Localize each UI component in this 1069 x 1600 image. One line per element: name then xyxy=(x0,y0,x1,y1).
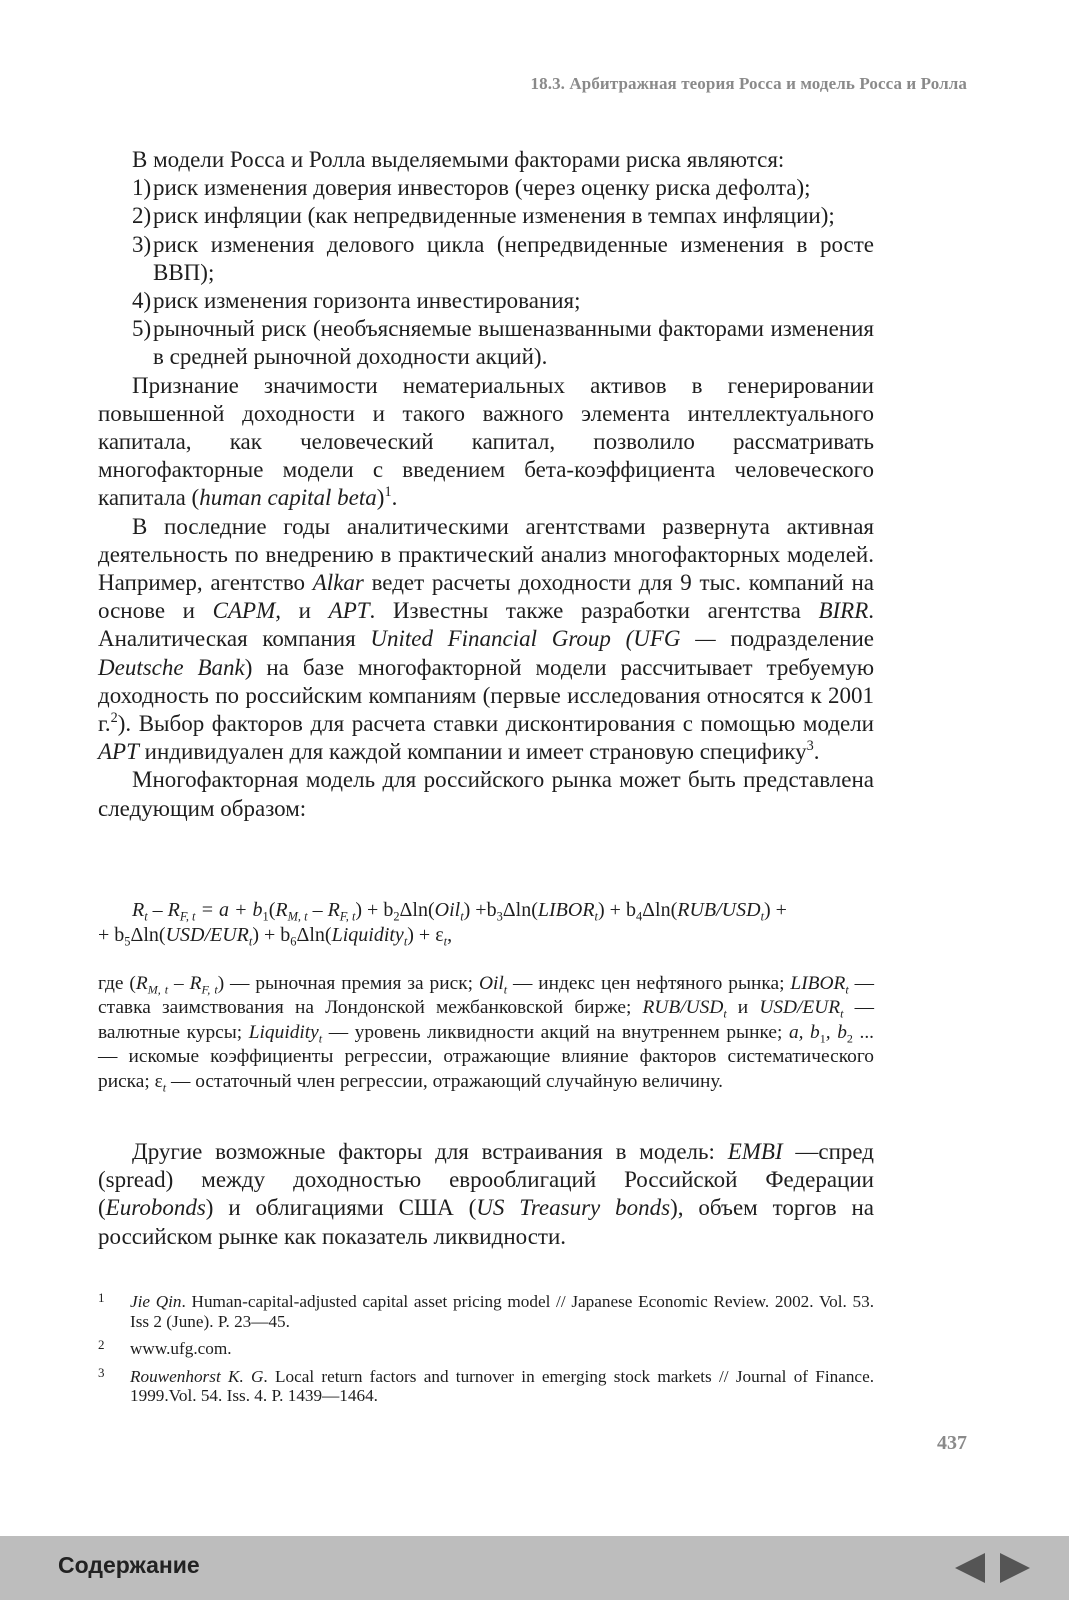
list-number: 2) xyxy=(132,203,152,229)
list-item xyxy=(98,202,874,230)
list-item xyxy=(98,287,874,315)
main-text xyxy=(98,146,874,823)
paragraph-agencies: В последние годы аналитическими агентствами развернута активная деятельность по внедрению в практический анализ многофакторных моделей. Например, агентство Alkar ведет расчеты доходности для 9 тыс. компаний на основе и CAPM, и APT. Известны также разработки агентства BIRR. Аналитическая компания United Financial Group (UFG — подразделение Deutsche Bank) на базе многофакторной модели рассчитывает требуемую доходность по российским компаниям (первые исследования относятся к 2001 г.$^2$). Выбор факторов для расчета ставки дисконтирования с помощью модели APT индивидуален для каждой компании и имеет страновую специфику$^3$. xyxy=(98,513,875,765)
list-item-text: рыночный риск (необъясняемые вышеназванными факторами изменения в средней рыночной доходности акций). xyxy=(153,316,874,370)
paragraph-model: Многофакторная модель для российского рынка может быть представлена следующим образом: xyxy=(98,767,874,821)
list-item-text: риск инфляции (как непредвиденные изменения в темпах инфляции); xyxy=(153,203,835,229)
paragraph-human-capital: Признание значимости нематериальных активов в генерировании повышенной доходности и такого важного элемента интеллектуального капитала, как человеческий капитал, позволило рассматривать многофакторные модели с введением бета-коэффициента человеческого капитала (human capital beta)$^1$. xyxy=(98,372,874,511)
list-number: 1) xyxy=(132,175,152,201)
regression-formula: $R_t - R_{F, t} = a + b_1(R_{M, t} - R_{F, t}) + b_2\Delta\ln(Oil_t)$ $+b_3\Delta\ln(LIBOR_t) + b_4\Delta\ln(RUB/USD_t)$ + + $b_5\Delta\ln(USD/EUR_t)$ + $b_6\Delta\ln(Liquidity_t) + \varepsilon_t$, xyxy=(98,899,787,949)
list-item xyxy=(98,315,874,371)
list-item-text: риск изменения делового цикла (непредвиденные изменения в росте ВВП); xyxy=(153,231,874,285)
term-human-capital-beta: human capital beta xyxy=(199,485,377,511)
footnote: 3 Rouwenhorst K. G. Local return factors and turnover in emerging stock markets // Journal of Finance. 1999.Vol. 54. Iss. 4. P. 1439—1464. xyxy=(98,1364,874,1405)
next-page-arrow-icon[interactable] xyxy=(1000,1553,1030,1583)
list-item-text: риск изменения доверия инвесторов (через оценку риска дефолта); xyxy=(153,175,811,201)
footnote-number: 2 xyxy=(98,1337,105,1352)
bottom-navigation-bar xyxy=(0,1536,1069,1600)
footnote-ref: 3 xyxy=(806,738,814,755)
list-item xyxy=(98,231,874,287)
risk-factor-list xyxy=(98,174,874,371)
main-text-2 xyxy=(98,1138,874,1251)
footnotes xyxy=(98,1292,874,1414)
footnote: 1 Jie Qin. Human-capital-adjusted capital asset pricing model // Japanese Economic Review. 2002. Vol. 53. Iss 2 (June). P. 23—45. xyxy=(98,1290,874,1331)
list-number: 5) xyxy=(132,316,152,342)
list-number: 4) xyxy=(132,288,152,314)
footnote-number: 1 xyxy=(98,1290,105,1305)
footnote-ref: 2 xyxy=(110,710,118,727)
list-item xyxy=(98,174,874,202)
list-number: 3) xyxy=(132,231,152,257)
footnote: 2 www.ufg.com. xyxy=(98,1337,232,1358)
page-number: 437 xyxy=(937,1432,967,1454)
running-header: 18.3. Арбитражная теория Росса и модель Росса и Ролла xyxy=(530,74,967,93)
footnote-number: 3 xyxy=(98,1364,105,1380)
list-item-text: риск изменения горизонта инвестирования; xyxy=(153,288,581,314)
footnote-ref: 1 xyxy=(384,484,392,501)
contents-link[interactable]: Содержание xyxy=(58,1552,200,1578)
previous-page-arrow-icon[interactable] xyxy=(955,1553,985,1583)
formula-explanation: где $(R_{M, t} - R_{F, t})$ — рыночная премия за риск; Oil$_t$ — индекс цен нефтяного рынка; $LIBOR_t$ — ставка заимствования на Лондонской межбанковской бирже; RUB/$USD_t$ и USD/$EUR_t$ — валютные курсы; Liquidity$_t$ — уровень ликвидности акций на внутреннем рынке; a, $b_1$, $b_2$ ... — искомые коэффициенты регрессии, отражающие влияние факторов систематического риска; $\varepsilon_t$ — остаточный член регрессии, отражающий случайную величину. xyxy=(98,973,875,1095)
list-intro: В модели Росса и Ролла выделяемыми факторами риска являются: xyxy=(132,147,785,172)
paragraph-other-factors: Другие возможные факторы для встраивания в модель: EMBI —спред (spread) между доходностью еврооблигаций Российской Федерации (Eurobonds) и облигациями США (US Treasury bonds), объем торгов на российском рынке как показатель ликвидности. xyxy=(98,1139,874,1249)
